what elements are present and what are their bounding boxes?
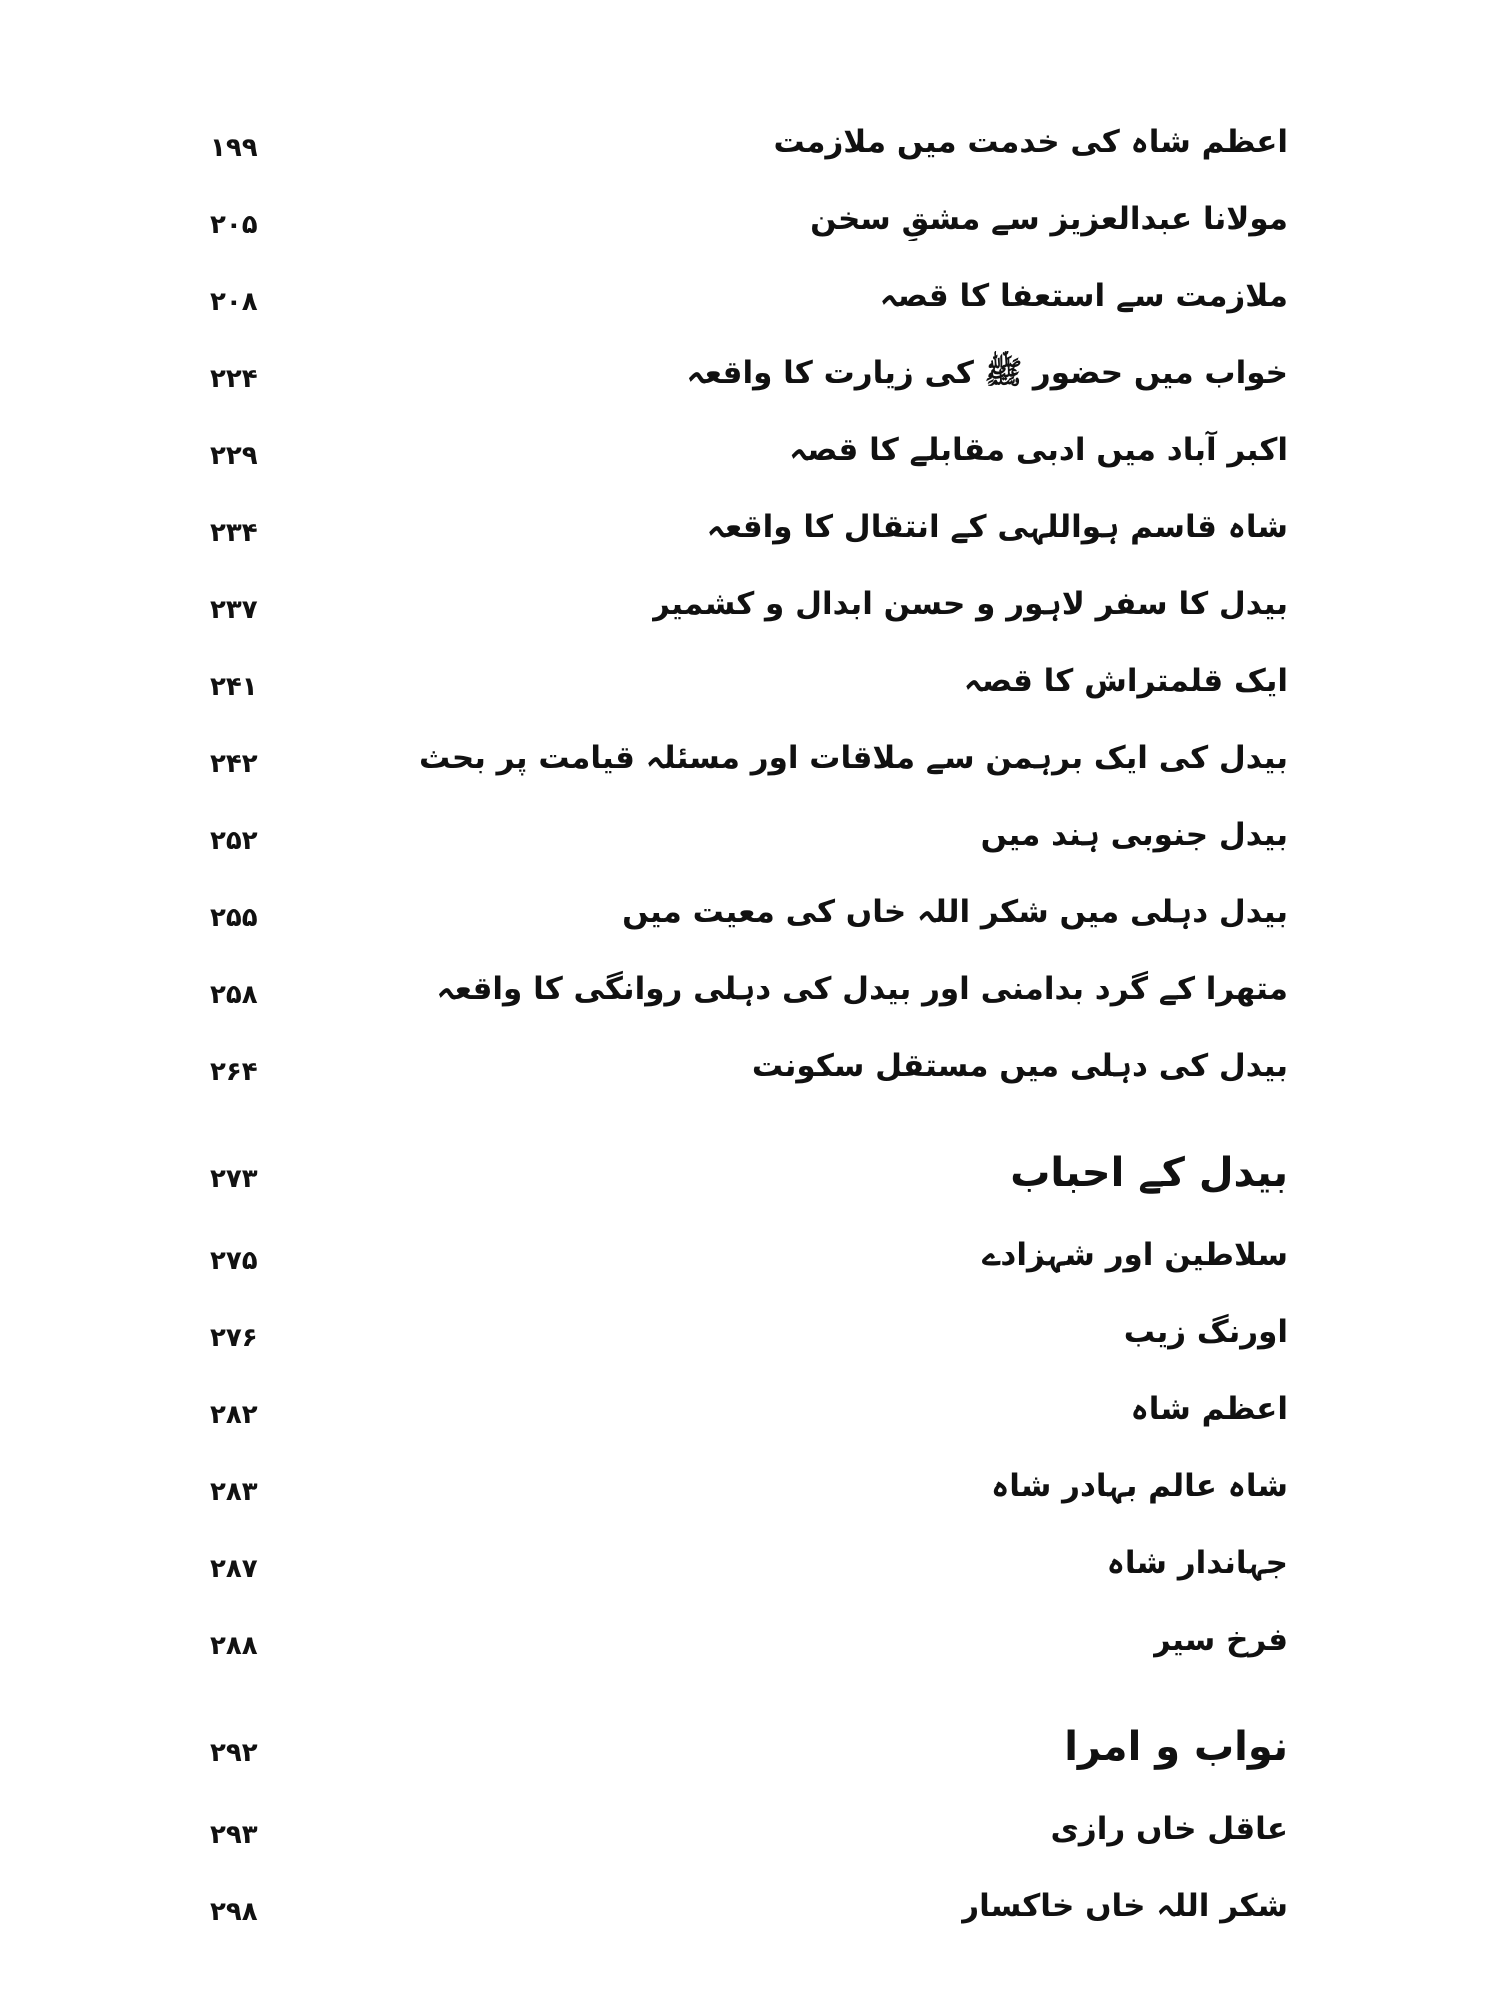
entry-title: بیدل جنوبی ہند میں — [980, 817, 1288, 853]
toc-entry — [0, 189, 1500, 266]
entry-title: اکبر آباد میں ادبی مقابلے کا قصہ — [789, 432, 1288, 468]
toc-entry — [0, 1533, 1500, 1610]
toc-section-heading — [0, 1709, 1500, 1799]
entry-page-number: ۱۹۹ — [210, 133, 258, 163]
toc-entry — [0, 112, 1500, 189]
entry-page-number: ۲۴۱ — [210, 672, 258, 702]
toc-entry — [0, 1876, 1500, 1953]
toc-entry — [0, 574, 1500, 651]
toc-entry — [0, 959, 1500, 1036]
entry-page-number: ۲۹۸ — [210, 1897, 258, 1927]
entry-page-number: ۲۵۲ — [210, 826, 258, 856]
entry-page-number: ۲۰۵ — [210, 210, 258, 240]
entry-page-number: ۲۳۷ — [210, 595, 258, 625]
entry-title: خواب میں حضور ﷺ کی زیارت کا واقعہ — [686, 355, 1288, 391]
entry-page-number: ۲۲۹ — [210, 441, 258, 471]
toc-entry — [0, 1225, 1500, 1302]
toc-entry — [0, 1036, 1500, 1113]
entry-title: فرخ سیر — [1152, 1622, 1288, 1658]
entry-title: شاہ عالم بہادر شاہ — [991, 1468, 1288, 1504]
entry-title: بیدل کا سفر لاہور و حسن ابدال و کشمیر — [651, 586, 1288, 622]
entry-title: جہاندار شاہ — [1106, 1545, 1288, 1581]
toc-entry — [0, 497, 1500, 574]
section-title: بیدل کے احباب — [1010, 1150, 1288, 1196]
toc-entry — [0, 1456, 1500, 1533]
section-page-number: ۲۷۳ — [210, 1164, 258, 1194]
table-of-contents — [0, 112, 1500, 1953]
entry-title: بیدل دہلی میں شکر اللہ خاں کی معیت میں — [622, 894, 1288, 930]
toc-entry — [0, 343, 1500, 420]
toc-entry — [0, 1799, 1500, 1876]
entry-page-number: ۲۸۳ — [210, 1477, 258, 1507]
toc-entry — [0, 1379, 1500, 1456]
entry-page-number: ۲۷۶ — [210, 1323, 258, 1353]
entry-page-number: ۲۰۸ — [210, 287, 258, 317]
entry-title: اعظم شاہ — [1130, 1391, 1288, 1427]
entry-title: شکر اللہ خاں خاکسار — [961, 1888, 1288, 1924]
entry-title: عاقل خاں رازی — [1050, 1811, 1288, 1847]
toc-section-heading — [0, 1135, 1500, 1225]
toc-entry — [0, 420, 1500, 497]
toc-entry — [0, 728, 1500, 805]
toc-entry — [0, 651, 1500, 728]
entry-page-number: ۲۸۲ — [210, 1400, 258, 1430]
entry-page-number: ۲۲۴ — [210, 364, 258, 394]
entry-title: متھرا کے گرد بدامنی اور بیدل کی دہلی روانگی کا واقعہ — [436, 971, 1288, 1007]
entry-page-number: ۲۷۵ — [210, 1246, 258, 1276]
toc-entry — [0, 1610, 1500, 1687]
entry-page-number: ۲۸۷ — [210, 1554, 258, 1584]
entry-title: ایک قلمتراش کا قصہ — [963, 663, 1288, 699]
entry-title: ملازمت سے استعفا کا قصہ — [879, 278, 1288, 314]
entry-title: اعظم شاہ کی خدمت میں ملازمت — [773, 124, 1288, 160]
entry-title: مولانا عبدالعزیز سے مشقِ سخن — [810, 201, 1288, 237]
entry-title: بیدل کی دہلی میں مستقل سکونت — [751, 1048, 1288, 1084]
entry-page-number: ۲۶۴ — [210, 1057, 258, 1087]
toc-entry — [0, 882, 1500, 959]
section-title: نواب و امرا — [1064, 1724, 1288, 1770]
entry-title: سلاطین اور شہزادے — [982, 1237, 1288, 1273]
entry-page-number: ۲۵۸ — [210, 980, 258, 1010]
entry-title: اورنگ زیب — [1123, 1314, 1288, 1350]
entry-title: بیدل کی ایک برہمن سے ملاقات اور مسئلہ قیامت پر بحث — [419, 740, 1288, 776]
section-page-number: ۲۹۲ — [210, 1738, 258, 1768]
entry-title: شاہ قاسم ہواللہی کے انتقال کا واقعہ — [706, 509, 1288, 545]
entry-page-number: ۲۴۲ — [210, 749, 258, 779]
entry-page-number: ۲۸۸ — [210, 1631, 258, 1661]
entry-page-number: ۲۳۴ — [210, 518, 258, 548]
toc-entry — [0, 805, 1500, 882]
entry-page-number: ۲۵۵ — [210, 903, 258, 933]
toc-entry — [0, 266, 1500, 343]
toc-entry — [0, 1302, 1500, 1379]
entry-page-number: ۲۹۳ — [210, 1820, 258, 1850]
